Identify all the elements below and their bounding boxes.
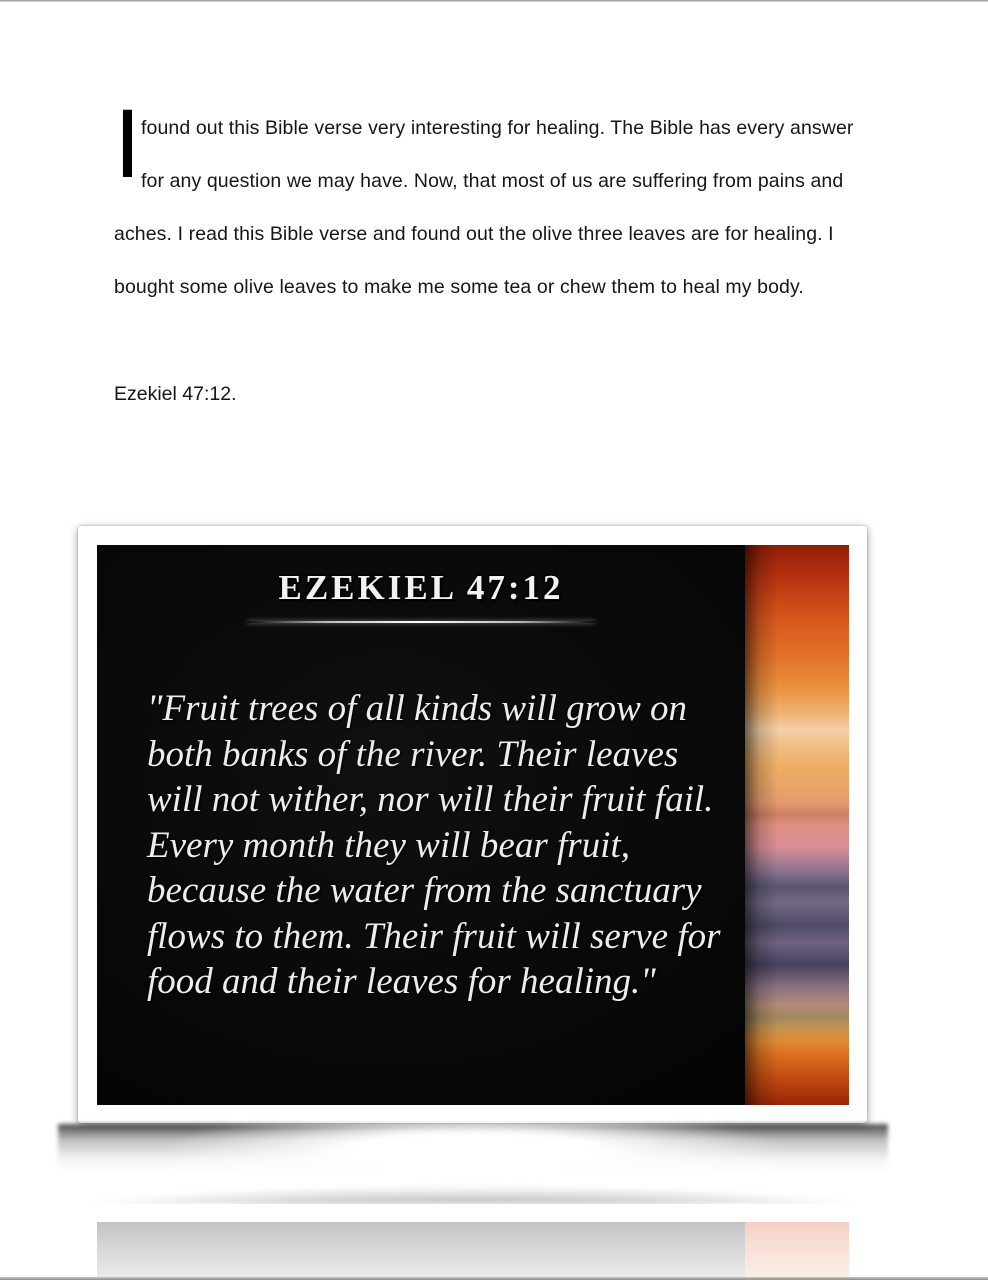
verse-reference: Ezekiel 47:12. <box>114 383 237 405</box>
intro-paragraph-text: found out this Bible verse very interesting for healing. The Bible has every answer for any question we may have. Now, that most of us are suffering from pains and aches. I read this Bible verse and found out the olive three leaves are for healing. I bought some olive leaves to make me some tea or chew them to heal my body. <box>114 117 854 298</box>
window-top-edge <box>0 0 988 2</box>
intro-paragraph <box>114 89 866 314</box>
card-reflection <box>78 1204 867 1278</box>
card-drop-shadow <box>58 1124 888 1204</box>
verse-card-text-column <box>97 545 745 1105</box>
card-reflection-gray-area <box>97 1222 745 1278</box>
verse-card-quote: "Fruit trees of all kinds will grow on both banks of the river. Their leaves will not wither, nor will their fruit fail. Every month they will bear fruit, because the water from the sanctuary flows to them. Their fruit will serve for food and their leaves for healing." <box>147 688 721 1002</box>
post-body <box>114 89 866 421</box>
drop-cap: I <box>114 89 142 198</box>
title-divider-line <box>247 621 595 623</box>
card-reflection-sunset-area <box>745 1222 849 1278</box>
verse-image-card-inner <box>97 545 849 1105</box>
verse-card-title: EZEKIEL 47:12 <box>278 568 564 607</box>
card-reflection-row <box>97 1222 849 1278</box>
verse-image-card[interactable] <box>78 526 867 1123</box>
sunset-ocean-image <box>745 545 849 1105</box>
